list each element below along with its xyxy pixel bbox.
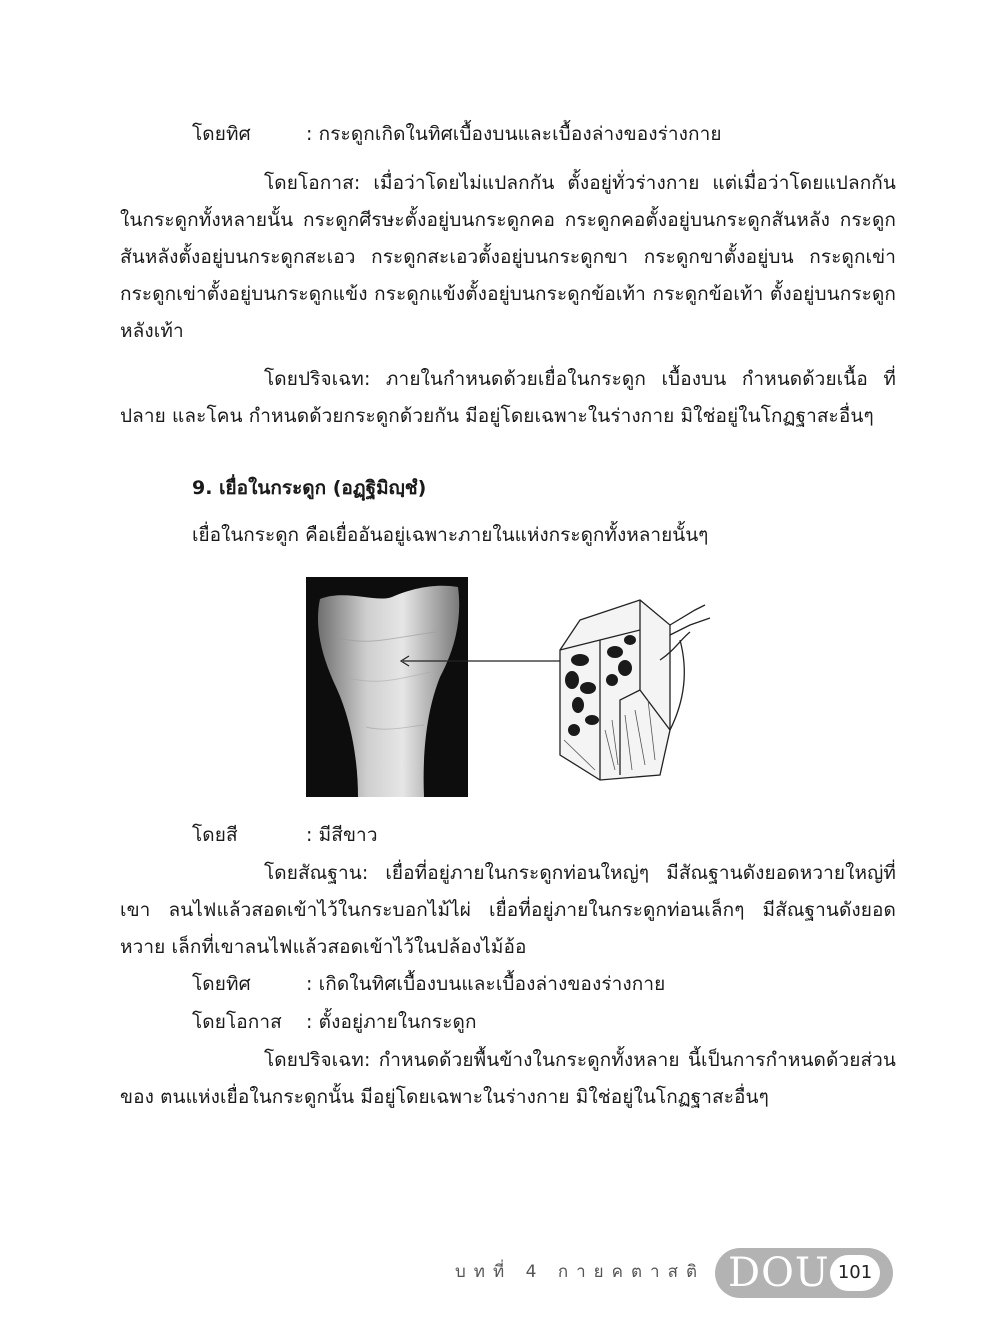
direction-row-block [120, 966, 896, 1003]
term-label: โดยปริจเฉท [264, 368, 364, 390]
paragraph-text: : กำหนดด้วยพื้นข้างในกระดูกทั้งหลาย นี้เป็นการกำหนดด้วยส่วนของ ตนแห่งเยื่อในกระดูกนั้น มีอยู่โดยเฉพาะในร่างกาย มิใช่อยู่ในโกฏฐาสะอื่นๆ [120, 1049, 896, 1108]
bone-marrow-sketch [520, 580, 720, 790]
location-row [120, 1004, 896, 1041]
bone-photo [306, 577, 468, 797]
term-label: โดยปริจเฉท [264, 1049, 364, 1071]
boundary-paragraph [120, 361, 896, 435]
location-paragraph [120, 165, 896, 350]
page-number: 101 [830, 1255, 880, 1291]
term-label: โดยโอกาส [192, 1011, 282, 1033]
term-label: โดยทิศ [192, 123, 251, 145]
color-row [120, 817, 896, 854]
term-label: โดยสัณฐาน [264, 862, 362, 884]
paragraph-text: : เยื่อที่อยู่ภายในกระดูกท่อนใหญ่ๆ มีสัณฐานดังยอดหวายใหญ่ที่เขา ลนไฟแล้วสอดเข้าไว้ในกระบอกไม้ไผ่ เยื่อที่อยู่ภายในกระดูกท่อนเล็กๆ มีสัณฐานดังยอดหวาย เล็กที่เขาลนไฟแล้วสอดเข้าไว้ในปล้องไม้อ้อ [120, 862, 896, 958]
paragraph-text: : เมื่อว่าโดยไม่แปลกกัน ตั้งอยู่ทั่วร่างกาย แต่เมื่อว่าโดยแปลกกัน ในกระดูกทั้งหลายนั้น กระดูกศีรษะตั้งอยู่บนกระดูกคอ กระดูกคอตั้งอยู่บนกระดูกสันหลัง กระดูกสันหลังตั้งอยู่บนกระดูกสะเอว กระดูกสะเอวตั้งอยู่บนกระดูกขา กระดูกขาตั้งอยู่บน กระดูกเข่า กระดูกเข่าตั้งอยู่บนกระดูกแข้ง กระดูกแข้งตั้งอยู่บนกระดูกข้อเท้า กระดูกข้อเท้า ตั้งอยู่บนกระดูกหลังเท้า [120, 172, 896, 342]
term-definition: : ตั้งอยู่ภายในกระดูก [306, 1011, 477, 1033]
shape-paragraph [120, 855, 896, 966]
section-heading: 9. เยื่อในกระดูก (อฏฺฐิมิญฺชํ) [192, 477, 427, 499]
chapter-title: บทที่ 4 กายคตาสติ [455, 1262, 706, 1282]
term-definition: : มีสีขาว [306, 824, 378, 846]
term-label: โดยโอกาส [264, 172, 354, 194]
direction-row [120, 966, 896, 1003]
location-row-block [120, 1004, 896, 1041]
term-definition: : กระดูกเกิดในทิศเบื้องบนและเบื้องล่างของร่างกาย [306, 123, 722, 145]
direction-row [120, 116, 896, 153]
dou-logo-text: DOU [728, 1250, 830, 1296]
color-row-block [120, 817, 896, 854]
term-label: โดยสี [192, 824, 238, 846]
section-top [120, 116, 896, 153]
term-definition: : เกิดในทิศเบื้องบนและเบื้องล่างของร่างกาย [306, 973, 666, 995]
marrow-boundary-paragraph [120, 1042, 896, 1116]
section-lead: เยื่อในกระดูก คือเยื่ออันอยู่เฉพาะภายในแห่งกระดูกทั้งหลายนั้นๆ [192, 524, 709, 546]
paragraph-text: : ภายในกำหนดด้วยเยื่อในกระดูก เบื้องบน กำหนดด้วยเนื้อ ที่ปลาย และโคน กำหนดด้วยกระดูกด้วยกัน มีอยู่โดยเฉพาะในร่างกาย มิใช่อยู่ในโกฏฐาสะอื่นๆ [120, 368, 896, 427]
term-label: โดยทิศ [192, 973, 251, 995]
